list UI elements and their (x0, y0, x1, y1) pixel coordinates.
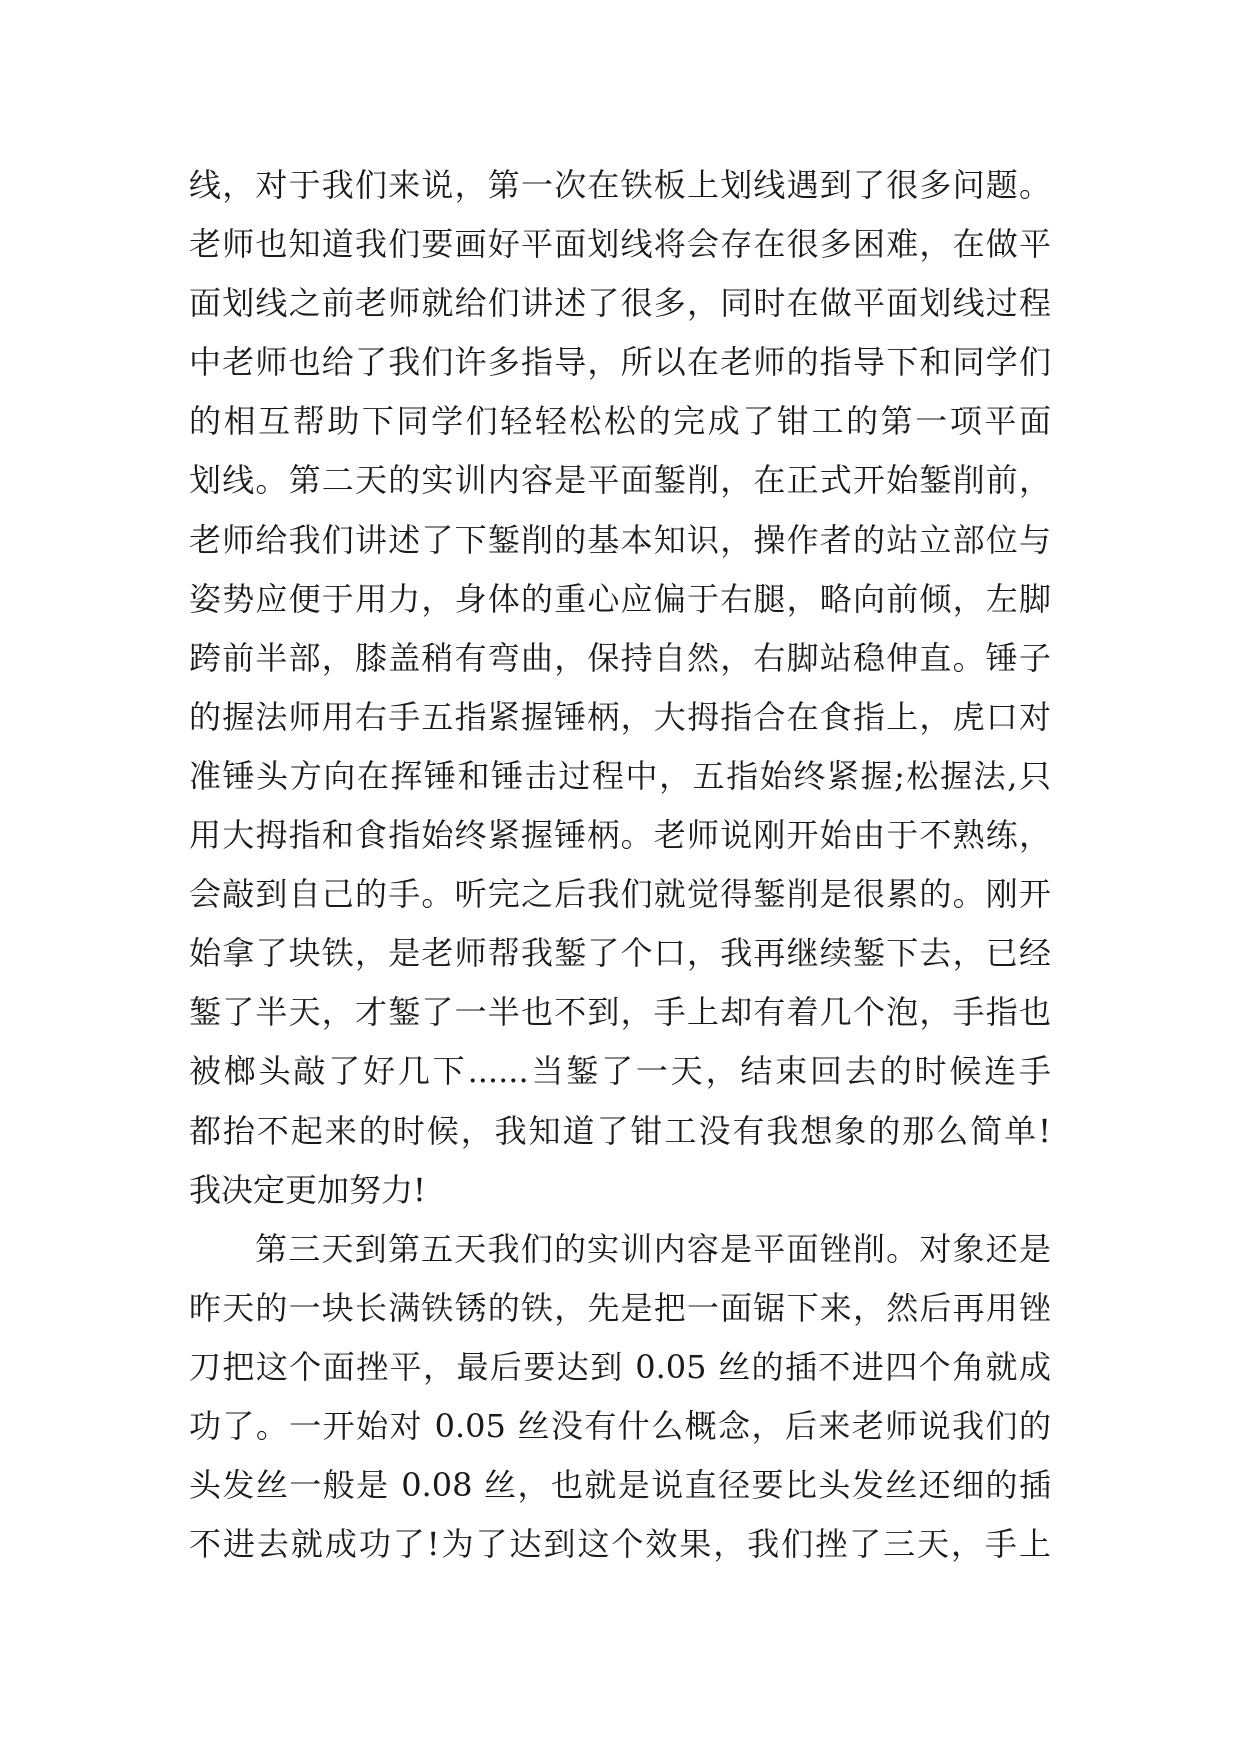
text-line: 被榔头敲了好几下......当錾了一天，结束回去的时候连手 (189, 1052, 1051, 1091)
text-line: 头发丝一般是 0.08 丝，也就是说直径要比头发丝还细的插 (189, 1466, 1051, 1505)
text-line: 跨前半部，膝盖稍有弯曲，保持自然，右脚站稳伸直。锤子 (189, 638, 1051, 677)
text-line: 姿势应便于用力，身体的重心应偏于右腿，略向前倾，左脚 (189, 579, 1051, 618)
text-line: 面划线之前老师就给们讲述了很多，同时在做平面划线过程 (189, 284, 1051, 323)
text-line: 用大拇指和食指始终紧握锤柄。老师说刚开始由于不熟练， (189, 816, 1051, 855)
text-line: 刀把这个面挫平，最后要达到 0.05 丝的插不进四个角就成 (189, 1347, 1051, 1386)
text-line: 不进去就成功了!为了达到这个效果，我们挫了三天，手上 (189, 1525, 1051, 1564)
text-line: 都抬不起来的时候，我知道了钳工没有我想象的那么简单! (189, 1111, 1051, 1150)
text-line: 的相互帮助下同学们轻轻松松的完成了钳工的第一项平面 (189, 402, 1051, 441)
paragraph (189, 156, 1051, 1220)
text-line: 我决定更加努力! (189, 1170, 426, 1209)
text-line: 功了。一开始对 0.05 丝没有什么概念，后来老师说我们的 (189, 1406, 1051, 1445)
text-line: 老师给我们讲述了下錾削的基本知识，操作者的站立部位与 (189, 520, 1051, 559)
text-line: 准锤头方向在挥锤和锤击过程中，五指始终紧握;松握法,只 (189, 756, 1051, 795)
text-line: 錾了半天，才錾了一半也不到，手上却有着几个泡，手指也 (189, 993, 1051, 1032)
text-line: 昨天的一块长满铁锈的铁，先是把一面锯下来，然后再用锉 (189, 1288, 1051, 1327)
text-line: 老师也知道我们要画好平面划线将会存在很多困难，在做平 (189, 225, 1051, 264)
text-line: 始拿了块铁，是老师帮我錾了个口，我再继续錾下去，已经 (189, 934, 1051, 973)
text-line: 会敲到自己的手。听完之后我们就觉得錾削是很累的。刚开 (189, 875, 1051, 914)
paragraph (189, 1220, 1051, 1575)
body-text (189, 156, 1051, 1574)
text-line: 第三天到第五天我们的实训内容是平面锉削。对象还是 (255, 1229, 1051, 1268)
text-line: 中老师也给了我们许多指导，所以在老师的指导下和同学们 (189, 343, 1051, 382)
text-line: 划线。第二天的实训内容是平面錾削，在正式开始錾削前， (189, 461, 1051, 500)
text-line: 的握法师用右手五指紧握锤柄，大拇指合在食指上，虎口对 (189, 697, 1051, 736)
text-line: 线，对于我们来说，第一次在铁板上划线遇到了很多问题。 (189, 166, 1051, 204)
